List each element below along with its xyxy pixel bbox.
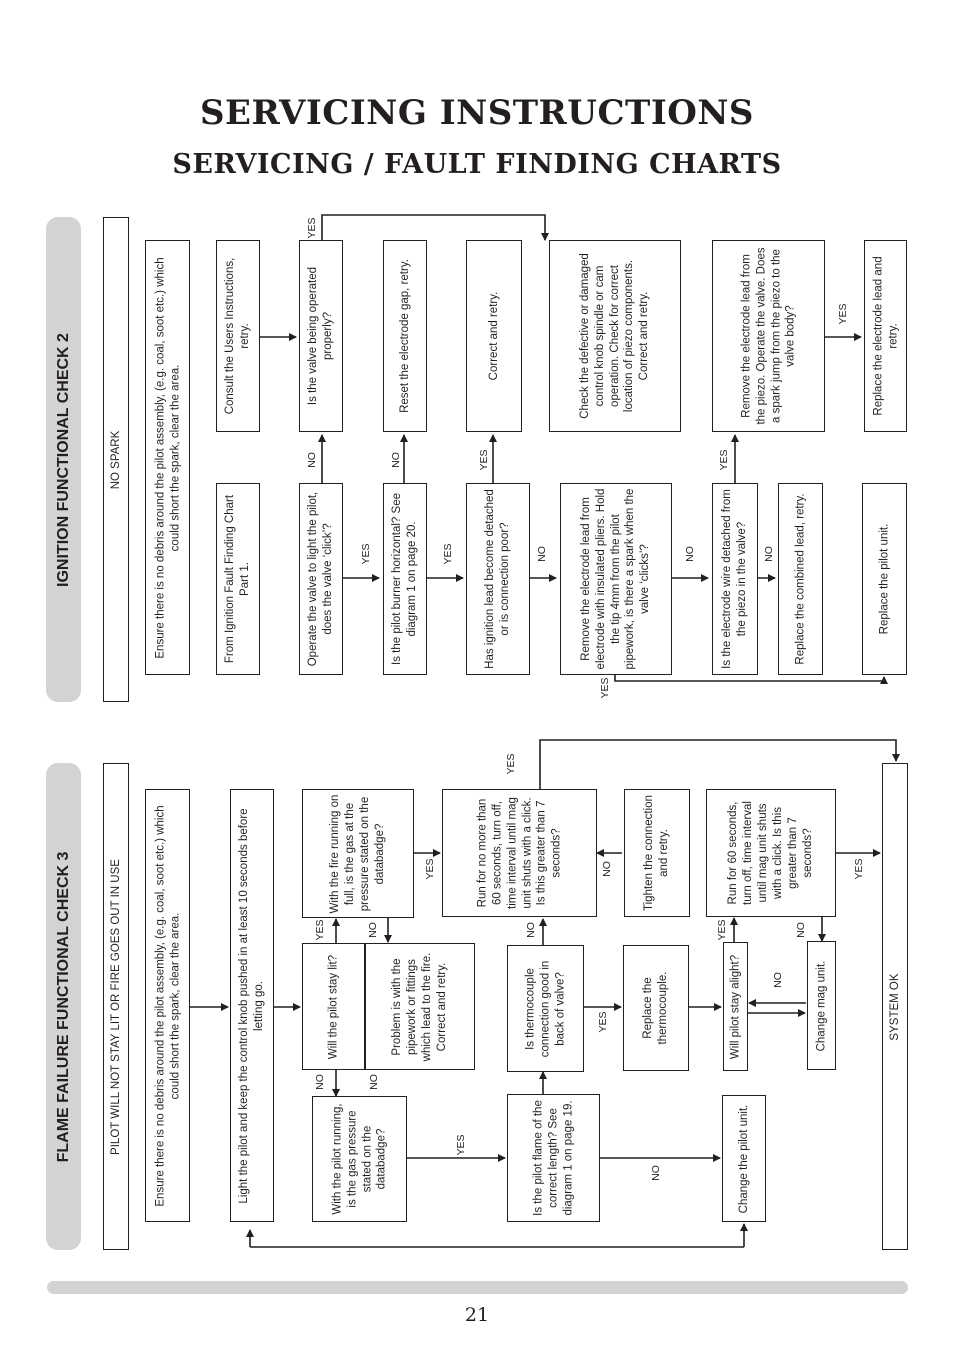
ign-step-piezo-spark-text: Remove the electrode lead from the piezo. Operate the valve. Does a spark jump from the piezo to the valve body? xyxy=(739,247,797,425)
ff-step-pipework-problem xyxy=(365,943,475,1070)
ign-step-check-spindle xyxy=(549,240,681,432)
flame-heading: FLAME FAILURE FUNCTIONAL CHECK 3 xyxy=(54,851,72,1162)
ff-yes-full-pressure: YES xyxy=(424,858,436,880)
ff-yes-timed-run-2: YES xyxy=(853,858,865,880)
ign-yes-horizontal: YES xyxy=(442,543,454,565)
ff-step-timed-run-2 xyxy=(706,789,836,917)
ff-no-stay-lit: NO xyxy=(314,1074,326,1090)
ign-step-replace-electrode-lead-text: Replace the electrode lead and retry. xyxy=(871,256,899,416)
ign-step-operate-valve-text: Operate the valve to light the pilot, does the valve ‘click’? xyxy=(307,491,334,667)
ff-step-light-pilot-text: Light the pilot and keep the control knob pushed in at least 10 seconds before letting go. xyxy=(238,807,265,1204)
ff-no-stay-alight: NO xyxy=(772,972,784,988)
ignition-heading: IGNITION FUNCTIONAL CHECK 2 xyxy=(54,332,72,587)
ign-step-consult-text: Consult the Users Instructions, retry. xyxy=(224,257,251,415)
page-title: SERVICING INSTRUCTIONS xyxy=(200,93,754,133)
ff-step-timed-run xyxy=(442,789,597,917)
ff-yes-timed-run: YES xyxy=(505,753,517,775)
ign-yes-spark: YES xyxy=(599,677,611,699)
symptom-box xyxy=(103,763,129,1250)
ff-step-flame-length-text: Is the pilot flame of the correct length? See diagram 1 on page 19. xyxy=(532,1100,574,1216)
ign-yes-detached: YES xyxy=(478,449,490,471)
ign-step-lead-detached xyxy=(466,483,530,675)
ign-no-wire: NO xyxy=(763,546,775,562)
ign-step-valve-operated-text: Is the valve being operated properly? xyxy=(307,266,334,406)
ff-no-pilot-pressure: NO xyxy=(368,1074,380,1090)
ff-step-timed-run-2-text: Run for 60 seconds, turn off, time interval until mag unit shuts with a click. Is this greater than 7 seconds? xyxy=(727,801,814,905)
ff-yes-pilot-pressure: YES xyxy=(455,1134,467,1156)
ff-step-pilot-gas-pressure xyxy=(312,1096,407,1222)
ign-step-debris-text: Ensure there is no debris around the pilot assembly, (e.g. coal, soot etc.) which could short the spark, clear the area. xyxy=(153,256,181,659)
ign-step-lead-detached-text: Has ignition lead become detached or is connection poor? xyxy=(484,489,511,669)
ign-step-reset-gap xyxy=(383,240,427,432)
ff-system-ok-text: SYSTEM OK xyxy=(888,972,901,1041)
ff-step-change-pilot-unit-text: Change the pilot unit. xyxy=(737,1104,750,1213)
ign-step-replace-pilot xyxy=(862,483,907,675)
ff-step-pipework-problem-text: Problem is with the pipework or fittings which lead to the fire. Correct and retry. xyxy=(391,952,448,1061)
no-spark-text: NO SPARK xyxy=(109,430,122,489)
ff-step-flame-length xyxy=(507,1094,600,1222)
ign-step-correct-retry-text: Correct and retry. xyxy=(487,291,500,381)
ign-step-from-part1-text: From Ignition Fault Finding Chart Part 1. xyxy=(224,494,251,664)
ign-step-replace-combined-lead-text: Replace the combined lead, retry. xyxy=(794,493,807,665)
ff-step-fire-full-pressure xyxy=(302,789,414,918)
ign-no-horizontal: NO xyxy=(390,452,402,468)
ff-no-timed-run: NO xyxy=(601,861,613,877)
ign-step-piezo-spark xyxy=(712,240,825,432)
ff-yes-thermocouple: YES xyxy=(597,1011,609,1033)
ff-step-pilot-stay-lit-text: Will the pilot stay lit? xyxy=(327,954,340,1059)
ign-step-reset-gap-text: Reset the electrode gap, retry. xyxy=(398,259,411,413)
ign-step-wire-detached xyxy=(712,483,758,675)
ff-step-debris xyxy=(145,789,190,1222)
ff-no-thermocouple: NO xyxy=(525,922,537,938)
ign-step-debris xyxy=(145,240,190,675)
ff-step-thermocouple-connection-text: Is thermocouple connection good in back of valve? xyxy=(524,960,566,1057)
ff-step-tighten-connection-text: Tighten the connection and retry. xyxy=(643,795,670,911)
footer-bar xyxy=(47,1281,908,1294)
ff-step-pilot-stay-lit xyxy=(302,943,365,1070)
ff-no-full-pressure: NO xyxy=(367,922,379,938)
ign-step-remove-lead-text: Remove the electrode lead from electrode with insulated pliers. Hold the tip 4mm from the pilot pipework, is there a spark when the valve ‘clicks’? xyxy=(579,488,652,670)
ign-step-correct-retry xyxy=(466,240,522,432)
ff-yes-stay-alight: YES xyxy=(716,919,728,941)
ff-step-thermocouple-connection xyxy=(507,945,584,1072)
ff-step-change-mag-unit xyxy=(807,941,836,1070)
ff-step-pilot-stay-alight xyxy=(723,942,748,1071)
ign-step-remove-lead xyxy=(560,483,672,675)
ign-no-click: NO xyxy=(306,452,318,468)
ign-yes-click: YES xyxy=(360,543,372,565)
ign-step-valve-operated xyxy=(299,240,343,432)
ff-yes-stay-lit: YES xyxy=(314,919,326,941)
ff-system-ok xyxy=(882,763,908,1250)
ign-step-burner-horizontal-text: Is the pilot burner horizontal? See diagram 1 on page 20. xyxy=(391,493,418,665)
page-subtitle: SERVICING / FAULT FINDING CHARTS xyxy=(172,149,782,180)
ign-no-spark: NO xyxy=(684,546,696,562)
ign-step-replace-pilot-text: Replace the pilot unit. xyxy=(878,523,891,635)
ign-step-from-part1 xyxy=(216,483,260,675)
ign-yes-wire: YES xyxy=(718,449,730,471)
ff-no-flame-length: NO xyxy=(650,1165,662,1181)
ff-no-timed-run-2: NO xyxy=(795,922,807,938)
ff-step-change-mag-unit-text: Change mag unit. xyxy=(815,960,828,1051)
ff-step-tighten-connection xyxy=(624,789,690,917)
ign-step-wire-detached-text: Is the electrode wire detached from the piezo in the valve? xyxy=(721,489,748,669)
ff-step-pilot-stay-alight-text: Will pilot stay alight? xyxy=(729,954,742,1059)
ign-step-operate-valve xyxy=(299,483,343,675)
ign-step-burner-horizontal xyxy=(383,483,427,675)
ign-step-replace-combined-lead xyxy=(778,483,823,675)
no-spark-box xyxy=(103,217,129,702)
ign-step-consult xyxy=(216,240,260,432)
symptom-text: PILOT WILL NOT STAY LIT OR FIRE GOES OUT IN USE xyxy=(109,858,122,1155)
ff-step-replace-thermocouple-text: Replace the thermocouple. xyxy=(642,971,669,1045)
ff-step-light-pilot xyxy=(230,789,274,1222)
ign-step-replace-electrode-lead xyxy=(864,240,907,432)
ff-step-debris-text: Ensure there is no debris around the pilot assembly, (e.g. coal, soot etc.) which could short the spark, clear the area. xyxy=(153,804,181,1207)
page-number: 21 xyxy=(464,1304,490,1326)
ff-step-replace-thermocouple xyxy=(623,945,689,1071)
ff-step-pilot-gas-pressure-text: With the pilot running, is the gas pressure stated on the databadge? xyxy=(330,1103,388,1215)
ff-step-change-pilot-unit xyxy=(722,1095,766,1222)
ign-yes-piezo: YES xyxy=(837,303,849,325)
ign-step-check-spindle-text: Check the defective or damaged control knob spindle or cam operation. Check for correct location of piezo components. Correct and retry. xyxy=(578,253,651,419)
ff-step-fire-full-pressure-text: With the fire running on full, is the gas at the pressure stated on the databadge? xyxy=(329,794,386,913)
ign-yes-valve-operated: YES xyxy=(306,217,318,239)
ff-step-timed-run-text: Run for no more than 60 seconds, turn off, time interval until mag unit shuts with a click. Is this greater than 7 seconds? xyxy=(475,797,563,909)
ign-no-detached: NO xyxy=(536,546,548,562)
